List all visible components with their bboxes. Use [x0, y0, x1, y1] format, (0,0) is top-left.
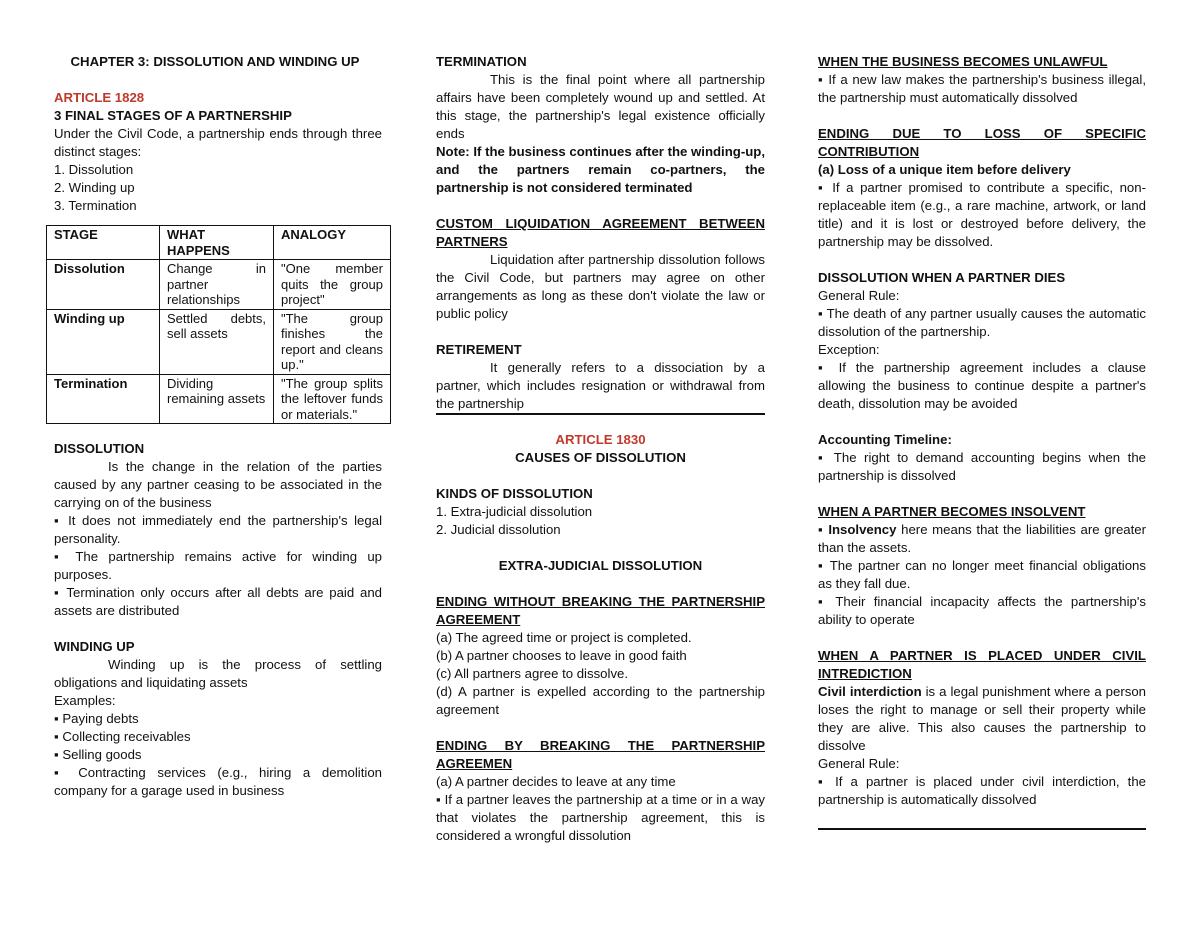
table-header-cell: STAGE	[47, 226, 160, 260]
interdiction-heading: WHEN A PARTNER IS PLACED UNDER CIVIL INTREDICTION	[818, 648, 1146, 681]
without-breaking-item: (a) The agreed time or project is completed.	[436, 630, 692, 645]
without-breaking-item: (c) All partners agree to dissolve.	[436, 666, 629, 681]
insolvent-bullet-2: ▪ The partner can no longer meet financial obligations as they fall due.	[818, 558, 1146, 591]
winding-bullet: ▪ Selling goods	[54, 747, 142, 762]
winding-bullet: ▪ Paying debts	[54, 711, 139, 726]
winding-up-definition: Winding up is the process of settling obligations and liquidating assets	[54, 657, 382, 690]
without-breaking-item: (d) A partner is expelled according to the partnership agreement	[436, 684, 765, 717]
loss-subheading: (a) Loss of a unique item before delivery	[818, 162, 1071, 177]
insolvency-definition: here means that the liabilities are greater than the assets.	[818, 522, 1146, 555]
insolvency-term: Insolvency	[828, 522, 897, 537]
column-3	[818, 53, 1146, 830]
accounting-bullet: ▪ The right to demand accounting begins when the partnership is dissolved	[818, 450, 1146, 483]
unlawful-bullet: ▪ If a new law makes the partnership's business illegal, the partnership must automatically dissolved	[818, 72, 1146, 105]
insolvent-bullet-3: ▪ Their financial incapacity affects the partnership's ability to operate	[818, 594, 1146, 627]
column-1	[54, 53, 382, 800]
table-cell: Winding up	[47, 309, 160, 374]
table-header-cell: WHAT HAPPENS	[160, 226, 274, 260]
stages-table	[46, 225, 391, 424]
stage-list-item: 3. Termination	[54, 198, 137, 213]
intro-paragraph: Under the Civil Code, a partnership ends through three distinct stages:	[54, 126, 382, 159]
final-stages-heading: 3 FINAL STAGES OF A PARTNERSHIP	[54, 108, 292, 123]
article-1830-label: ARTICLE 1830	[555, 432, 646, 447]
dissolution-bullet: ▪ The partnership remains active for winding up purposes.	[54, 549, 382, 582]
table-cell: "The group splits the leftover funds or materials."	[274, 374, 391, 424]
winding-bullet: ▪ Collecting receivables	[54, 729, 191, 744]
table-header-cell: ANALOGY	[274, 226, 391, 260]
insolvent-bullet-1: ▪ Insolvency here means that the liabilities are greater than the assets.	[818, 522, 1146, 555]
kinds-list-item: 2. Judicial dissolution	[436, 522, 561, 537]
without-breaking-heading: ENDING WITHOUT BREAKING THE PARTNERSHIP AGREEMENT	[436, 594, 765, 627]
dies-rule-bullet: ▪ The death of any partner usually causes the automatic dissolution of the partnership.	[818, 306, 1146, 339]
retirement-heading: RETIREMENT	[436, 342, 522, 357]
table-cell: Termination	[47, 374, 160, 424]
examples-label: Examples:	[54, 693, 116, 708]
termination-note: Note: If the business continues after the winding-up, and the partners remain co-partners, the partnership is not considered terminated	[436, 144, 765, 195]
breaking-bullet: ▪ If a partner leaves the partnership at a time or in a way that violates the partnership agreement, this is considered a wrongful dissolution	[436, 792, 765, 843]
accounting-timeline-heading: Accounting Timeline:	[818, 432, 952, 447]
loss-bullet: ▪ If a partner promised to contribute a specific, non-replaceable item (e.g., a rare machine, artwork, or land title) and it is lost or destroyed before delivery, the partnership may be dissolved.	[818, 180, 1146, 249]
table-row	[47, 374, 391, 424]
kinds-heading: KINDS OF DISSOLUTION	[436, 486, 593, 501]
causes-of-dissolution-title: CAUSES OF DISSOLUTION	[515, 450, 686, 465]
without-breaking-item: (b) A partner chooses to leave in good faith	[436, 648, 687, 663]
winding-up-heading: WINDING UP	[54, 639, 135, 654]
end-divider	[818, 828, 1146, 830]
unlawful-heading: WHEN THE BUSINESS BECOMES UNLAWFUL	[818, 54, 1108, 69]
loss-contribution-heading: ENDING DUE TO LOSS OF SPECIFIC CONTRIBUTION	[818, 126, 1146, 159]
table-cell: Settled debts, sell assets	[160, 309, 274, 374]
kinds-list-item: 1. Extra-judicial dissolution	[436, 504, 593, 519]
chapter-title: CHAPTER 3: DISSOLUTION AND WINDING UP	[70, 54, 360, 69]
general-rule-label: General Rule:	[818, 288, 900, 303]
termination-definition: This is the final point where all partnership affairs have been completely wound up and settled. At this stage, the partnership's legal existence officially ends	[436, 72, 765, 141]
dies-exception-bullet: ▪ If the partnership agreement includes a clause allowing the business to continue despite a partner's death, dissolution may be avoided	[818, 360, 1146, 411]
partner-dies-heading: DISSOLUTION WHEN A PARTNER DIES	[818, 270, 1066, 285]
table-cell: "One member quits the group project"	[274, 260, 391, 310]
custom-liquidation-heading: CUSTOM LIQUIDATION AGREEMENT BETWEEN PARTNERS	[436, 216, 765, 249]
table-row	[47, 309, 391, 374]
breaking-item: (a) A partner decides to leave at any time	[436, 774, 676, 789]
table-cell: Dissolution	[47, 260, 160, 310]
custom-liquidation-definition: Liquidation after partnership dissolution follows the Civil Code, but partners may agree on other arrangements as long as these don't violate the law or public policy	[436, 252, 765, 321]
stage-list-item: 2. Winding up	[54, 180, 135, 195]
article-1828-label: ARTICLE 1828	[54, 90, 145, 105]
column-2	[436, 53, 765, 845]
interdiction-text: is a legal punishment where a person loses the right to manage or sell their property while they are alive. This also causes the partnership to dissolve	[818, 684, 1147, 753]
table-cell: "The group finishes the report and cleans up."	[274, 309, 391, 374]
retirement-definition: It generally refers to a dissociation by a partner, which includes resignation or withdrawal from the partnership	[436, 360, 765, 411]
interdiction-bullet: ▪ If a partner is placed under civil interdiction, the partnership is automatically dissolved	[818, 774, 1146, 807]
table-header-row	[47, 226, 391, 260]
table-row	[47, 260, 391, 310]
dissolution-bullet: ▪ Termination only occurs after all debts are paid and assets are distributed	[54, 585, 382, 618]
exception-label: Exception:	[818, 342, 880, 357]
winding-bullet: ▪ Contracting services (e.g., hiring a demolition company for a garage used in business	[54, 765, 382, 798]
table-cell: Dividing remaining assets	[160, 374, 274, 424]
termination-heading: TERMINATION	[436, 54, 527, 69]
dissolution-bullet: ▪ It does not immediately end the partnership's legal personality.	[54, 513, 382, 546]
interdiction-definition	[818, 683, 1146, 755]
general-rule-label: General Rule:	[818, 756, 900, 771]
interdiction-term: Civil interdiction	[818, 684, 922, 699]
breaking-heading: ENDING BY BREAKING THE PARTNERSHIP AGREEMEN	[436, 738, 765, 771]
dissolution-heading: DISSOLUTION	[54, 441, 145, 456]
stage-list-item: 1. Dissolution	[54, 162, 134, 177]
dissolution-definition: Is the change in the relation of the parties caused by any partner ceasing to be associated in the carrying on of the business	[54, 459, 382, 510]
table-cell: Change in partner relationships	[160, 260, 274, 310]
extra-judicial-heading: EXTRA-JUDICIAL DISSOLUTION	[498, 558, 703, 573]
insolvent-heading: WHEN A PARTNER BECOMES INSOLVENT	[818, 504, 1086, 519]
